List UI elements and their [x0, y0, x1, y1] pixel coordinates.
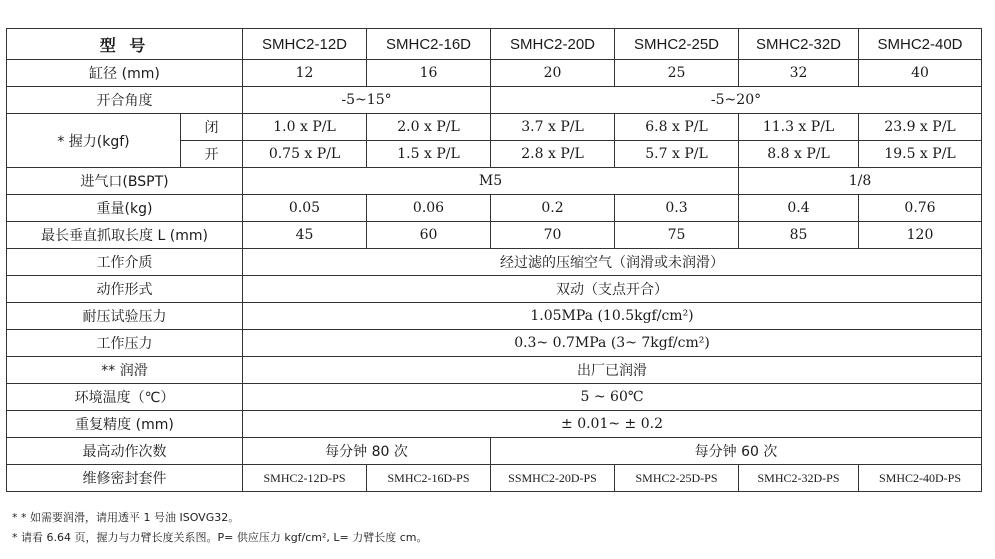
port-row	[7, 168, 982, 195]
value-cell: M5	[243, 168, 739, 195]
kit-row	[7, 465, 982, 492]
value-cell: 0.76	[859, 195, 982, 222]
value-cell: 3.7 x P/L	[491, 114, 615, 141]
row-label: ** 润滑	[7, 357, 243, 384]
value-cell: SMHC2-25D-PS	[615, 465, 739, 492]
value-cell: SMHC2-40D-PS	[859, 465, 982, 492]
value-cell: 0.3	[615, 195, 739, 222]
value-cell: 1.0 x P/L	[243, 114, 367, 141]
length-row	[7, 222, 982, 249]
value-cell: 5.7 x P/L	[615, 141, 739, 168]
row-label: 工作压力	[7, 330, 243, 357]
value-cell: 0.05	[243, 195, 367, 222]
row-label: 最长垂直抓取长度 L (mm)	[7, 222, 243, 249]
row-label: 重量(kg)	[7, 195, 243, 222]
temp-row	[7, 384, 982, 411]
pressure-row	[7, 330, 982, 357]
value-cell: ± 0.01~ ± 0.2	[243, 411, 982, 438]
model-cell: SMHC2-40D	[859, 29, 982, 60]
value-cell: 0.3~ 0.7MPa (3~ 7kgf/cm²)	[243, 330, 982, 357]
value-cell: 5 ~ 60℃	[243, 384, 982, 411]
value-cell: 32	[739, 60, 859, 87]
value-cell: 出厂已润滑	[243, 357, 982, 384]
value-cell: 16	[367, 60, 491, 87]
row-label: 耐压试验压力	[7, 303, 243, 330]
header-row	[7, 29, 982, 60]
value-cell: 2.0 x P/L	[367, 114, 491, 141]
value-cell: 45	[243, 222, 367, 249]
value-cell: 1/8	[739, 168, 982, 195]
spec-table	[6, 28, 982, 492]
row-label: 动作形式	[7, 276, 243, 303]
model-cell: SMHC2-32D	[739, 29, 859, 60]
value-cell: 每分钟 60 次	[491, 438, 982, 465]
row-label: 维修密封套件	[7, 465, 243, 492]
value-cell: 0.4	[739, 195, 859, 222]
value-cell: 75	[615, 222, 739, 249]
value-cell: SMHC2-32D-PS	[739, 465, 859, 492]
row-label: 最高动作次数	[7, 438, 243, 465]
value-cell: 19.5 x P/L	[859, 141, 982, 168]
value-cell: 0.06	[367, 195, 491, 222]
value-cell: 25	[615, 60, 739, 87]
value-cell: 0.75 x P/L	[243, 141, 367, 168]
model-cell: SMHC2-25D	[615, 29, 739, 60]
value-cell: 1.05MPa (10.5kgf/cm²)	[243, 303, 982, 330]
value-cell: -5~20°	[491, 87, 982, 114]
model-cell: SMHC2-16D	[367, 29, 491, 60]
lube-row	[7, 357, 982, 384]
value-cell: 120	[859, 222, 982, 249]
footnotes	[12, 508, 428, 548]
value-cell: 60	[367, 222, 491, 249]
model-cell: SMHC2-12D	[243, 29, 367, 60]
freq-row	[7, 438, 982, 465]
model-cell: SMHC2-20D	[491, 29, 615, 60]
value-cell: 双动（支点开合）	[243, 276, 982, 303]
grip-closed-label: 闭	[181, 114, 243, 141]
value-cell: 70	[491, 222, 615, 249]
repeat-row	[7, 411, 982, 438]
value-cell: 0.2	[491, 195, 615, 222]
action-row	[7, 276, 982, 303]
row-label: 重复精度 (mm)	[7, 411, 243, 438]
model-header: 型 号	[7, 29, 243, 60]
value-cell: 12	[243, 60, 367, 87]
value-cell: 40	[859, 60, 982, 87]
value-cell: 85	[739, 222, 859, 249]
value-cell: 每分钟 80 次	[243, 438, 491, 465]
value-cell: 8.8 x P/L	[739, 141, 859, 168]
value-cell: -5~15°	[243, 87, 491, 114]
value-cell: SMHC2-16D-PS	[367, 465, 491, 492]
value-cell: 经过滤的压缩空气（润滑或未润滑）	[243, 249, 982, 276]
proof-row	[7, 303, 982, 330]
row-label: 工作介质	[7, 249, 243, 276]
value-cell: 11.3 x P/L	[739, 114, 859, 141]
grip-open-label: 开	[181, 141, 243, 168]
value-cell: 6.8 x P/L	[615, 114, 739, 141]
row-label: 缸径 (mm)	[7, 60, 243, 87]
value-cell: SMHC2-12D-PS	[243, 465, 367, 492]
value-cell: SSMHC2-20D-PS	[491, 465, 615, 492]
footnote-lube: * * 如需要润滑，请用透平 1 号油 ISOVG32。	[12, 511, 240, 524]
row-label: * 握力(kgf)	[7, 114, 181, 168]
row-label: 开合角度	[7, 87, 243, 114]
bore-row	[7, 60, 982, 87]
row-label: 环境温度（℃）	[7, 384, 243, 411]
medium-row	[7, 249, 982, 276]
weight-row	[7, 195, 982, 222]
value-cell: 23.9 x P/L	[859, 114, 982, 141]
value-cell: 20	[491, 60, 615, 87]
row-label: 进气口(BSPT)	[7, 168, 243, 195]
footnote-grip: * 请看 6.64 页，握力与力臂长度关系图。P= 供应压力 kgf/cm², L= 力臂长度 cm。	[12, 531, 428, 544]
value-cell: 2.8 x P/L	[491, 141, 615, 168]
value-cell: 1.5 x P/L	[367, 141, 491, 168]
angle-row	[7, 87, 982, 114]
grip-closed-row	[7, 114, 982, 141]
